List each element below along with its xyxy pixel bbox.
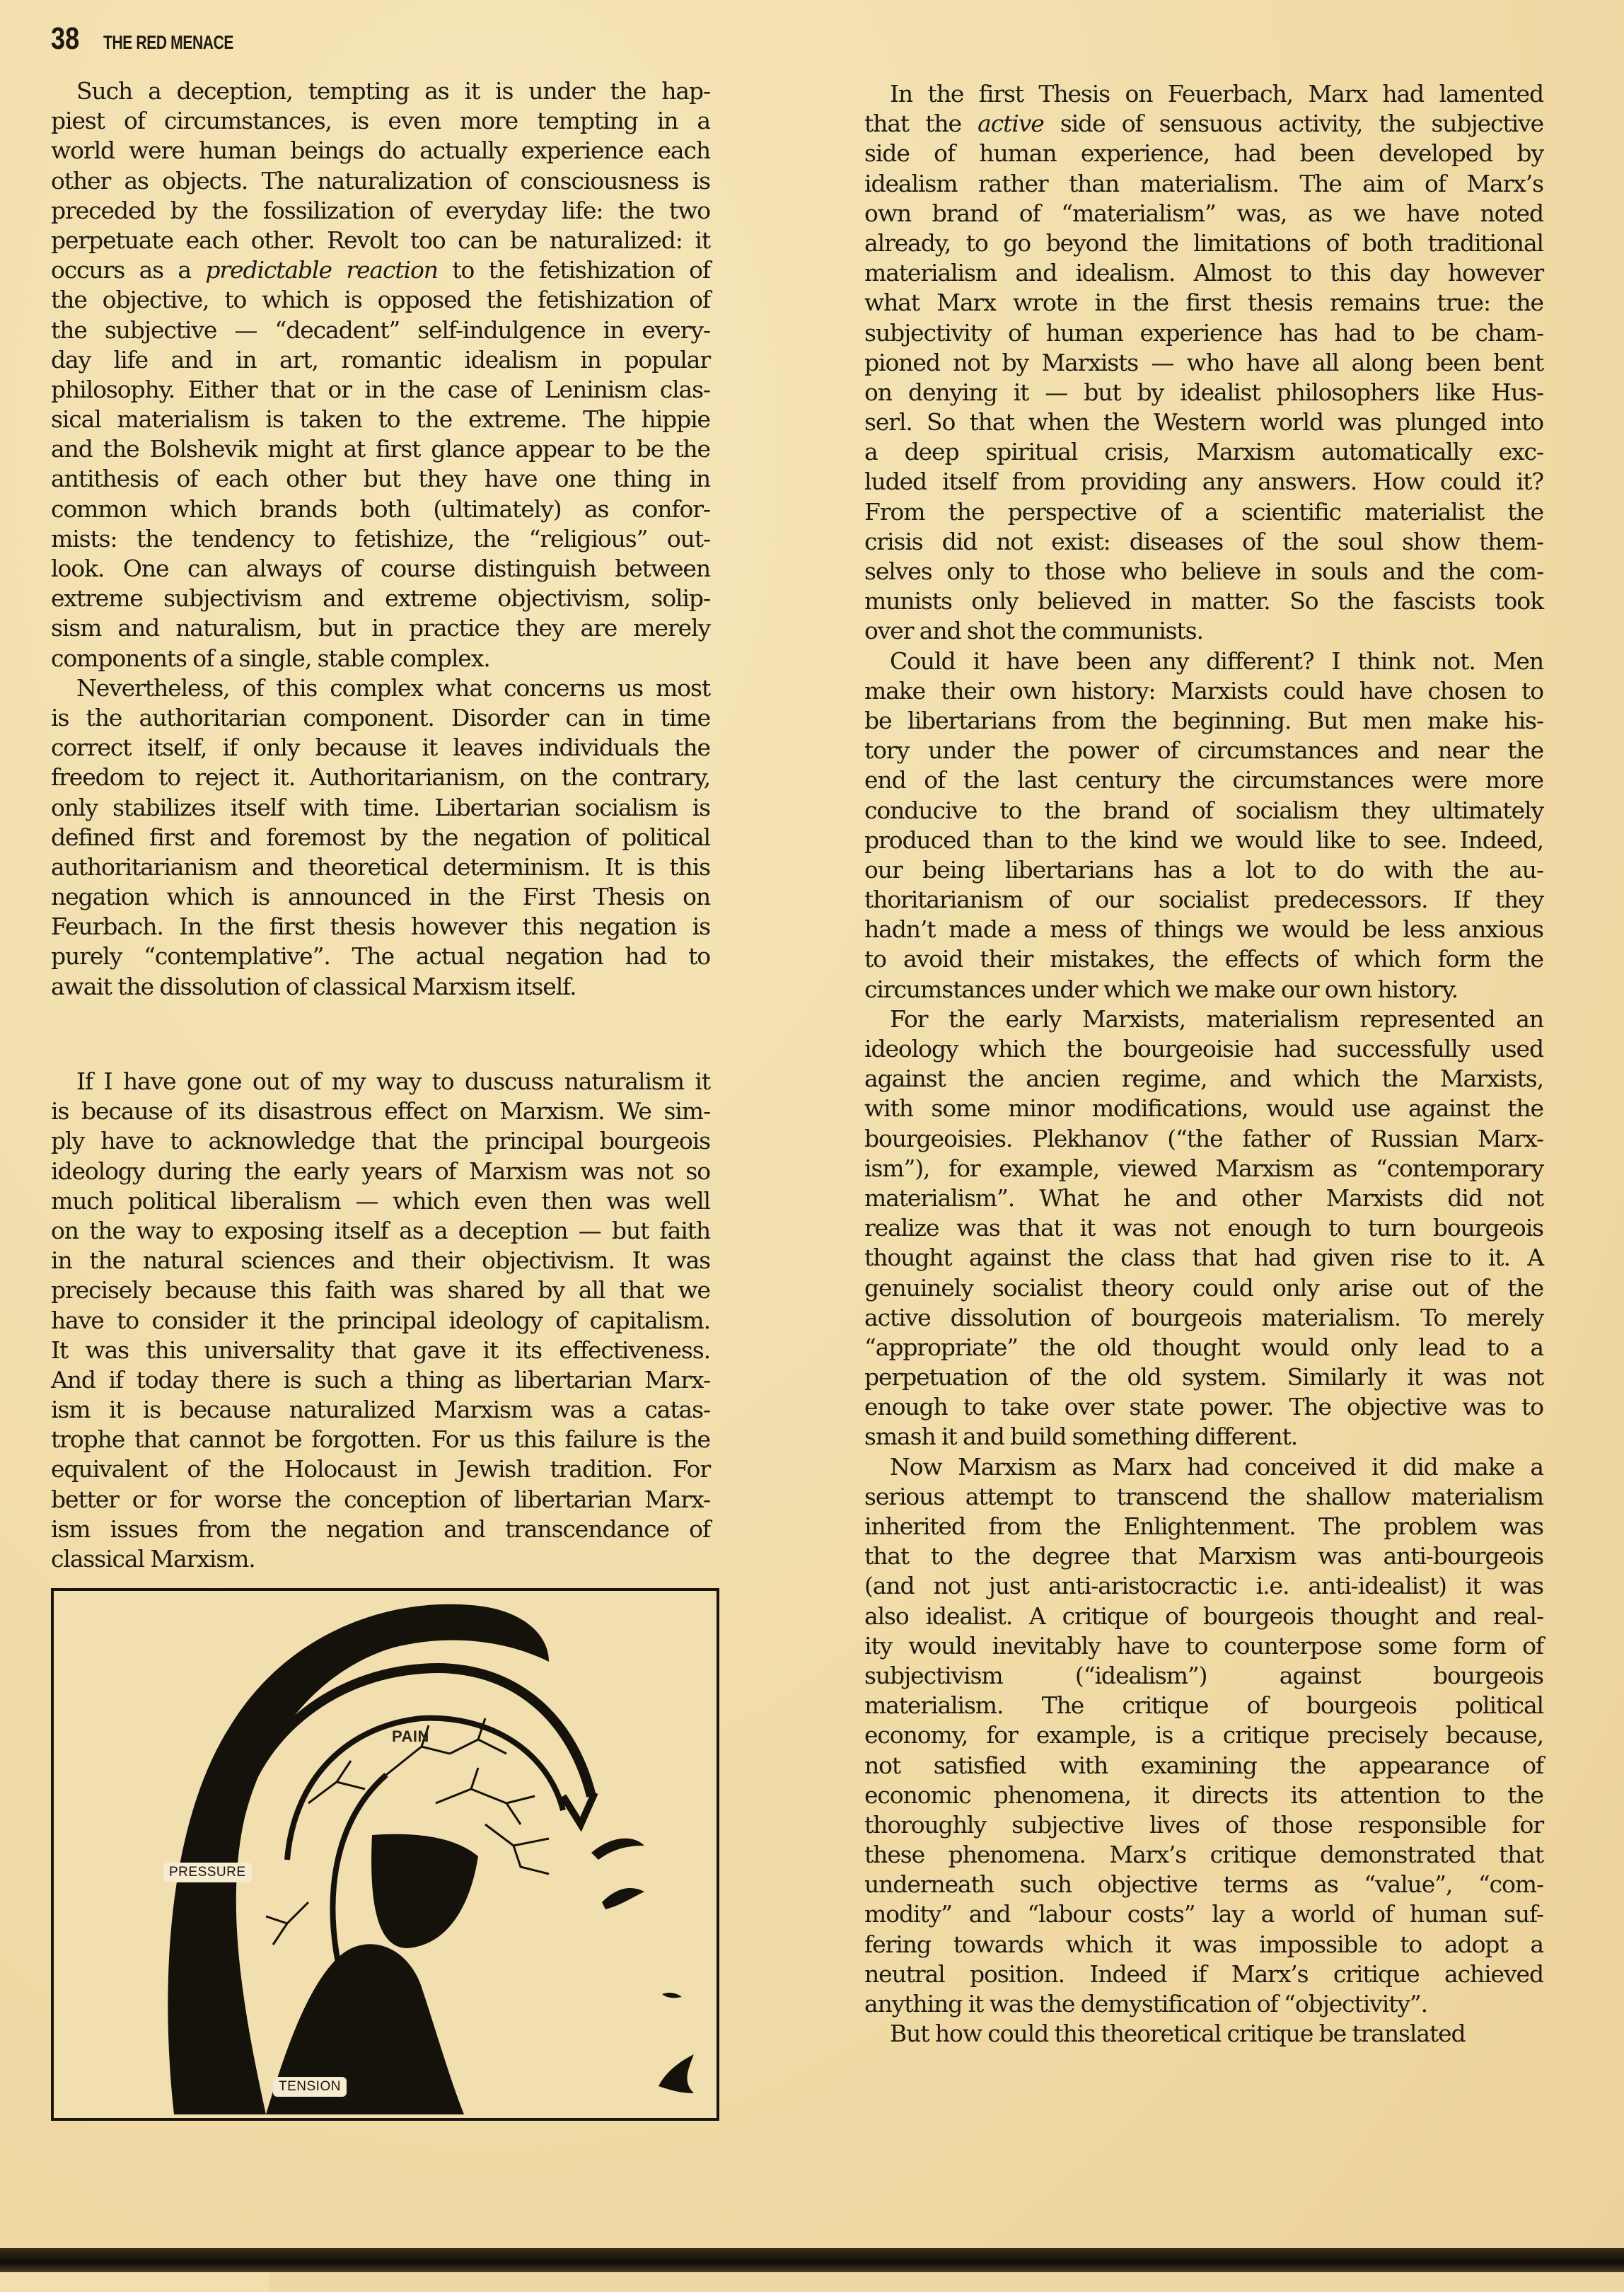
nostril: [662, 1993, 682, 1998]
eye: [602, 1888, 644, 1909]
text-line: is the authoritarian component. Disorder can in time: [51, 703, 710, 731]
text-line: common which brands both (ultimately) as confor-: [51, 494, 710, 523]
left-column-top: [51, 76, 710, 1002]
text-line: is because of its disastrous effect on Marxism. We sim-: [51, 1097, 710, 1125]
text-line: better or for worse the conception of libertarian Marx-: [51, 1485, 710, 1513]
text-line: materialism”. What he and other Marxists did not: [864, 1183, 1543, 1212]
text-line: end of the last century the circumstances were more: [864, 766, 1543, 794]
text-line: defined first and foremost by the negation of political: [51, 823, 710, 851]
page-header: [51, 21, 270, 57]
underlying-page: [269, 2272, 1624, 2292]
dark-lobe: [371, 1834, 478, 1948]
text-line: world were human beings do actually experience each: [51, 137, 710, 165]
text-line: mists: the tendency to fetishize, the “religious” out-: [51, 524, 710, 552]
text-line: Such a deception, tempting as it is under the hap-: [76, 77, 710, 105]
label-tension: TENSION: [273, 2077, 347, 2097]
text-line: against the ancien regime, and which the Marxists,: [864, 1065, 1543, 1093]
text-line: over and shot the communists.: [864, 617, 1203, 645]
text-line: our being libertarians has a lot to do with the au-: [864, 855, 1543, 884]
pain-arrow: [563, 1793, 595, 1824]
text-line: economy, for example, is a critique precisely because,: [864, 1721, 1543, 1749]
text-line: that the active side of sensuous activity, the subjective: [864, 110, 1543, 138]
head-profile-drawing: [54, 1591, 717, 2118]
text-line: serious attempt to transcend the shallow materialism: [864, 1482, 1543, 1510]
text-line: these phenomena. Marx’s critique demonstrated that: [864, 1841, 1543, 1869]
text-line: tory under the power of circumstances and near the: [864, 736, 1543, 765]
text-line: components of a single, stable complex.: [51, 644, 490, 672]
text-line: economic phenomena, it directs its attention to the: [864, 1781, 1543, 1809]
text-line: piest of circumstances, is even more tempting in a: [51, 107, 710, 135]
text-line: that to the degree that Marxism was anti-bourgeois: [864, 1542, 1543, 1570]
text-line: munists only believed in matter. So the fascists took: [864, 587, 1543, 615]
text-line: But how could this theoretical critique be translated: [890, 2020, 1466, 2048]
text-line: antithesis of each other but they have one thing in: [51, 465, 710, 493]
text-line: materialism. The critique of bourgeois political: [864, 1691, 1543, 1720]
text-line: classical Marxism.: [51, 1545, 255, 1573]
paragraph-left-1: [51, 76, 710, 673]
text-line: pioned not by Marxists — who have all along been bent: [864, 348, 1543, 376]
paragraph-right-5: [864, 2019, 1543, 2049]
text-line: correct itself, if only because it leaves individuals the: [51, 734, 710, 762]
text-line: the objective, to which is opposed the fetishization of: [51, 286, 710, 314]
text-line: already, to go beyond the limitations of both traditional: [864, 228, 1543, 257]
text-line: underneath such objective terms as “value”, “com-: [864, 1870, 1543, 1899]
text-line: bourgeoisies. Plekhanov (“the father of Russian Marx-: [864, 1124, 1543, 1152]
text-line: ity would inevitably have to counterpose some form of: [864, 1631, 1543, 1660]
text-line: Now Marxism as Marx had conceived it did make a: [890, 1452, 1543, 1481]
text-line: have to consider it the principal ideology of capitalism.: [51, 1306, 710, 1334]
text-line: thought against the class that had given rise to it. A: [864, 1244, 1543, 1272]
text-line: await the dissolution of classical Marxism itself.: [51, 972, 576, 1000]
text-line: materialism and idealism. Almost to this day however: [864, 259, 1543, 287]
text-line: inherited from the Enlightenment. The problem was: [864, 1512, 1543, 1540]
paragraph-left-2: [51, 673, 710, 1002]
text-line: thoritarianism of our socialist predecessors. If they: [864, 886, 1543, 914]
text-line: negation which is announced in the First Thesis on: [51, 883, 710, 911]
emphasis: predictable reaction: [205, 256, 438, 284]
text-line: active dissolution of bourgeois materialism. To merely: [864, 1303, 1543, 1331]
text-line: sical materialism is taken to the extreme. The hippie: [51, 405, 710, 434]
text-line: much political liberalism — which even then was well: [51, 1186, 710, 1215]
text-line: ideology which the bourgeoisie had successfully used: [864, 1035, 1543, 1063]
text-line: selves only to those who believe in souls and the com-: [864, 557, 1543, 585]
text-line: produced than to the kind we would like to see. Indeed,: [864, 826, 1543, 854]
right-column: [864, 79, 1543, 2049]
text-line: perpetuate each other. Revolt too can be naturalized: it: [51, 226, 710, 254]
text-line: subjectivism (“idealism”) against bourgeois: [864, 1661, 1543, 1689]
text-line: ism it is because naturalized Marxism was a catas-: [51, 1396, 710, 1424]
text-line: precisely because this faith was shared by all that we: [51, 1276, 710, 1304]
text-line: circumstances under which we make our own history.: [864, 975, 1458, 1003]
text-line: luded itself from providing any answers. How could it?: [864, 468, 1543, 496]
text-line: If I have gone out of my way to duscuss naturalism it: [76, 1067, 710, 1095]
text-line: serl. So that when the Western world was plunged into: [864, 408, 1543, 436]
text-line: own brand of “materialism” was, as we have noted: [864, 199, 1543, 227]
text-line: It was this universality that gave it its effectiveness.: [51, 1336, 710, 1364]
text-line: purely “contemplative”. The actual negation had to: [51, 942, 710, 971]
text-line: freedom to reject it. Authoritarianism, on the contrary,: [51, 763, 710, 792]
label-pain: PAIN: [392, 1727, 429, 1745]
text-line: other as objects. The naturalization of consciousness is: [51, 166, 710, 195]
mouth: [659, 2054, 694, 2093]
text-line: sism and naturalism, but in practice they are merely: [51, 614, 710, 642]
text-line: idealism rather than materialism. The aim of Marx’s: [864, 169, 1543, 197]
text-line: in the natural sciences and their objectivism. It was: [51, 1246, 710, 1275]
text-line: Nevertheless, of this complex what concerns us most: [76, 673, 710, 702]
eyebrow: [591, 1839, 644, 1860]
left-column-bottom: [51, 1067, 710, 1574]
text-line: ism issues from the negation and transcendance of: [51, 1515, 710, 1543]
emphasis: active: [978, 110, 1044, 138]
text-line: realize was that it was not enough to turn bourgeois: [864, 1214, 1543, 1242]
paragraph-right-1: [864, 79, 1543, 647]
text-line: what Marx wrote in the first thesis remains true: the: [864, 289, 1543, 317]
text-line: subjectivity of human experience has had to be cham-: [864, 318, 1543, 347]
text-line: From the perspective of a scientific materialist the: [864, 497, 1543, 526]
paragraph-left-3: [51, 1067, 710, 1574]
text-line: with some minor modifications, would use against the: [864, 1094, 1543, 1123]
text-line: ply have to acknowledge that the principal bourgeois: [51, 1127, 710, 1155]
text-line: trophe that cannot be forgotten. For us this failure is the: [51, 1425, 710, 1454]
text-line: not satisfied with examining the appearance of: [864, 1751, 1543, 1779]
text-line: modity” and “labour costs” lay a world of human suf-: [864, 1900, 1543, 1928]
page-number: 38: [51, 21, 80, 56]
text-line: on the way to exposing itself as a deception — but faith: [51, 1216, 710, 1244]
text-line: And if today there is such a thing as libertarian Marx-: [51, 1365, 710, 1394]
text-line: make their own history: Marxists could have chosen to: [864, 676, 1543, 705]
head-illustration: [51, 1588, 719, 2121]
text-line: hadn’t made a mess of things we would be less anxious: [864, 915, 1543, 944]
text-line: ism”), for example, viewed Marxism as “contemporary: [864, 1154, 1543, 1182]
paragraph-right-3: [864, 1005, 1543, 1452]
text-line: For the early Marxists, materialism represented an: [890, 1005, 1543, 1033]
paragraph-right-4: [864, 1452, 1543, 2020]
text-line: Feurbach. In the first thesis however this negation is: [51, 913, 710, 941]
text-line: crisis did not exist: diseases of the soul show them-: [864, 527, 1543, 555]
text-line: fering towards which it was impossible to adopt a: [864, 1930, 1543, 1958]
text-line: preceded by the fossilization of everyday life: the two: [51, 196, 710, 224]
text-line: anything it was the demystification of “objectivity”.: [864, 1990, 1428, 2018]
text-line: thoroughly subjective lives of those responsible for: [864, 1810, 1543, 1839]
text-line: be libertarians from the beginning. But men make his-: [864, 706, 1543, 734]
text-line: the subjective — “decadent” self-indulgence in every-: [51, 316, 710, 344]
text-line: enough to take over state power. The objective was to: [864, 1393, 1543, 1421]
text-line: Could it have been any different? I think not. Men: [890, 647, 1543, 675]
text-line: “appropriate” the old thought would only lead to a: [864, 1333, 1543, 1361]
text-line: extreme subjectivism and extreme objectivism, solip-: [51, 584, 710, 613]
text-line: perpetuation of the old system. Similarly it was not: [864, 1363, 1543, 1391]
text-line: and the Bolshevik might at first glance appear to be the: [51, 435, 710, 463]
text-line: philosophy. Either that or in the case of Leninism clas-: [51, 375, 710, 403]
text-line: authoritarianism and theoretical determinism. It is this: [51, 852, 710, 881]
text-line: to avoid their mistakes, the effects of which form the: [864, 945, 1543, 973]
text-line: equivalent of the Holocaust in Jewish tradition. For: [51, 1455, 710, 1483]
text-line: day life and in art, romantic idealism in popular: [51, 345, 710, 374]
paragraph-right-2: [864, 647, 1543, 1005]
running-title: THE RED MENACE: [103, 32, 234, 53]
text-line: on denying it — but by idealist philosophers like Hus-: [864, 378, 1543, 406]
text-line: occurs as a predictable reaction to the fetishization of: [51, 256, 710, 284]
label-pressure: PRESSURE: [163, 1863, 252, 1882]
text-line: only stabilizes itself with time. Libertarian socialism is: [51, 793, 710, 821]
text-line: neutral position. Indeed if Marx’s critique achieved: [864, 1960, 1543, 1988]
text-line: also idealist. A critique of bourgeois thought and real-: [864, 1602, 1543, 1630]
text-line: genuinely socialist theory could only arise out of the: [864, 1273, 1543, 1302]
page-bottom-edge: [0, 2248, 1624, 2272]
text-line: a deep spiritual crisis, Marxism automatically exc-: [864, 438, 1543, 466]
text-line: smash it and build something different.: [864, 1423, 1298, 1451]
text-line: (and not just anti-aristocractic i.e. anti-idealist) it was: [864, 1572, 1543, 1600]
text-line: conducive to the brand of socialism they ultimately: [864, 796, 1543, 824]
text-line: look. One can always of course distinguish between: [51, 555, 710, 582]
text-line: side of human experience, had been developed by: [864, 139, 1543, 168]
text-line: ideology during the early years of Marxism was not so: [51, 1157, 710, 1185]
text-line: In the first Thesis on Feuerbach, Marx had lamented: [890, 80, 1543, 108]
